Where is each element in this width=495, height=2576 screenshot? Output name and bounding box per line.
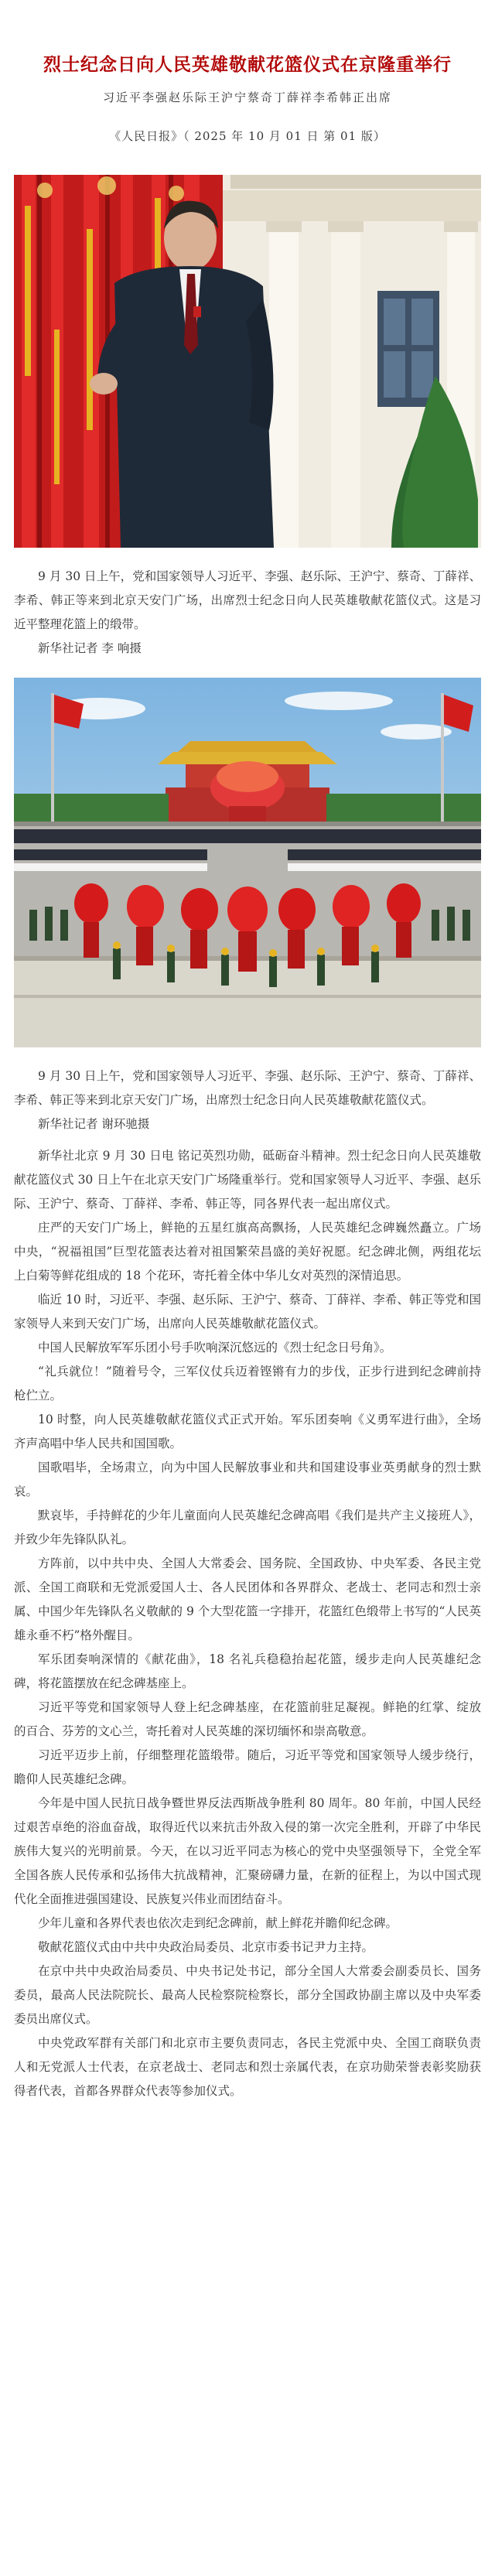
photo-ribbon-adjust	[14, 175, 481, 548]
body-paragraph: 今年是中国人民抗日战争暨世界反法西斯战争胜利 80 周年。80 年前，中国人民经过艰苦卓绝的浴血奋战，取得近代以来抗击外敌入侵的第一次完全胜利，开辟了中华民族伟大复兴的光明前景。今天，在以习近平同志为核心的党中央坚强领导下，全党全军全国各族人民传承和弘扬伟大抗战精神，汇聚磅礴力量，在新的征程上，为以中国式现代化全面推进强国建设、民族复兴伟业而团结奋斗。	[14, 1796, 481, 1906]
body-paragraph: 方阵前，以中共中央、全国人大常委会、国务院、全国政协、中央军委、各民主党派、全国工商联和无党派爱国人士、各人民团体和各界群众、老战士、老同志和烈士亲属、中国少年先锋队名义敬献的 9 个大型花篮一字排开，花篮红色缎带上书写的“人民英雄永垂不朽”格外醒目。	[14, 1556, 481, 1642]
body-paragraph: 军乐团奏响深情的《献花曲》，18 名礼兵稳稳抬起花篮，缓步走向人民英雄纪念碑，将花篮摆放在纪念碑基座上。	[14, 1652, 481, 1690]
article-title: 烈士纪念日向人民英雄敬献花篮仪式在京隆重举行	[43, 54, 452, 75]
photo1-caption: 9 月 30 日上午，党和国家领导人习近平、李强、赵乐际、王沪宁、蔡奇、丁薛祥、李希、韩正等来到北京天安门广场，出席烈士纪念日向人民英雄敬献花篮仪式。这是习近平整理花篮上的缎带。	[14, 569, 481, 631]
body-paragraph: 临近 10 时，习近平、李强、赵乐际、王沪宁、蔡奇、丁薛祥、李希、韩正等党和国家领导人来到天安门广场，出席向人民英雄敬献花篮仪式。	[14, 1293, 481, 1331]
photo2-caption: 9 月 30 日上午，党和国家领导人习近平、李强、赵乐际、王沪宁、蔡奇、丁薛祥、李希、韩正等来到北京天安门广场，出席烈士纪念日向人民英雄敬献花篮仪式。	[14, 1069, 481, 1107]
article-source: 《人民日报》（ 2025 年 10 月 01 日 第 01 版）	[109, 129, 386, 143]
body-paragraph: 庄严的天安门广场上，鲜艳的五星红旗高高飘扬，人民英雄纪念碑巍然矗立。广场中央，“祝福祖国”巨型花篮表达着对祖国繁荣昌盛的美好祝愿。纪念碑北侧，两组花坛上白菊等鲜花组成的 18 个花环，寄托着全体中华儿女对英烈的深情追思。	[14, 1221, 481, 1283]
photo1-credit: 新华社记者 李 响摄	[38, 641, 142, 655]
photo2-credit: 新华社记者 谢环驰摄	[38, 1117, 150, 1131]
article-subtitle: 习近平李强赵乐际王沪宁蔡奇丁薛祥李希韩正出席	[102, 91, 392, 104]
photo2-caption-block	[0, 1064, 495, 1136]
body-paragraph: 国歌唱毕，全场肃立，向为中国人民解放事业和共和国建设事业英勇献身的烈士默哀。	[14, 1461, 481, 1498]
body-paragraph: 中国人民解放军军乐团小号手吹响深沉悠远的《烈士纪念日号角》。	[38, 1341, 392, 1355]
body-paragraph: 习近平迈步上前，仔细整理花篮缎带。随后，习近平等党和国家领导人缓步绕行，瞻仰人民英雄纪念碑。	[14, 1748, 481, 1786]
body-paragraph: 敬献花篮仪式由中共中央政治局委员、北京市委书记尹力主持。	[38, 1940, 374, 1954]
photo-square-ceremony	[14, 678, 481, 1047]
body-paragraph: 10 时整，向人民英雄敬献花篮仪式正式开始。军乐团奏响《义勇军进行曲》，全场齐声高唱中华人民共和国国歌。	[14, 1413, 481, 1450]
photo-square-ceremony-illustration	[14, 678, 481, 1047]
body-paragraph: 习近平等党和国家领导人登上纪念碑基座，在花篮前驻足凝视。鲜艳的红掌、绽放的百合、芬芳的文心兰，寄托着对人民英雄的深切缅怀和崇高敬意。	[14, 1700, 481, 1738]
body-paragraph: 在京中共中央政治局委员、中央书记处书记，部分全国人大常委会副委员长、国务委员，最高人民法院院长、最高人民检察院检察长，部分全国政协副主席以及中央军委委员出席仪式。	[14, 1964, 481, 2026]
body-paragraph: 新华社北京 9 月 30 日电 铭记英烈功勋，砥砺奋斗精神。烈士纪念日向人民英雄敬献花篮仪式 30 日上午在北京天安门广场隆重举行。党和国家领导人习近平、李强、赵乐际、王沪宁、蔡奇、丁薛祥、李希、韩正等，同各界代表一起出席仪式。	[14, 1149, 481, 1211]
body-paragraph: 默哀毕，手持鲜花的少年儿童面向人民英雄纪念碑高唱《我们是共产主义接班人》，并致少年先锋队队礼。	[14, 1508, 481, 1546]
photo-ribbon-adjust-illustration	[14, 175, 481, 548]
article-body	[0, 1144, 495, 2103]
photo1-caption-block	[0, 565, 495, 661]
body-paragraph: 中央党政军群有关部门和北京市主要负责同志，各民主党派中央、全国工商联负责人和无党派人士代表，在京老战士、老同志和烈士亲属代表，在京功勋荣誉表彰奖励获得者代表，首都各界群众代表等参加仪式。	[14, 2036, 481, 2098]
body-paragraph: 少年儿童和各界代表也依次走到纪念碑前，献上鲜花并瞻仰纪念碑。	[38, 1916, 398, 1930]
body-paragraph: “礼兵就位！”随着号令，三军仪仗兵迈着铿锵有力的步伐，正步行进到纪念碑前持枪伫立。	[14, 1365, 481, 1402]
